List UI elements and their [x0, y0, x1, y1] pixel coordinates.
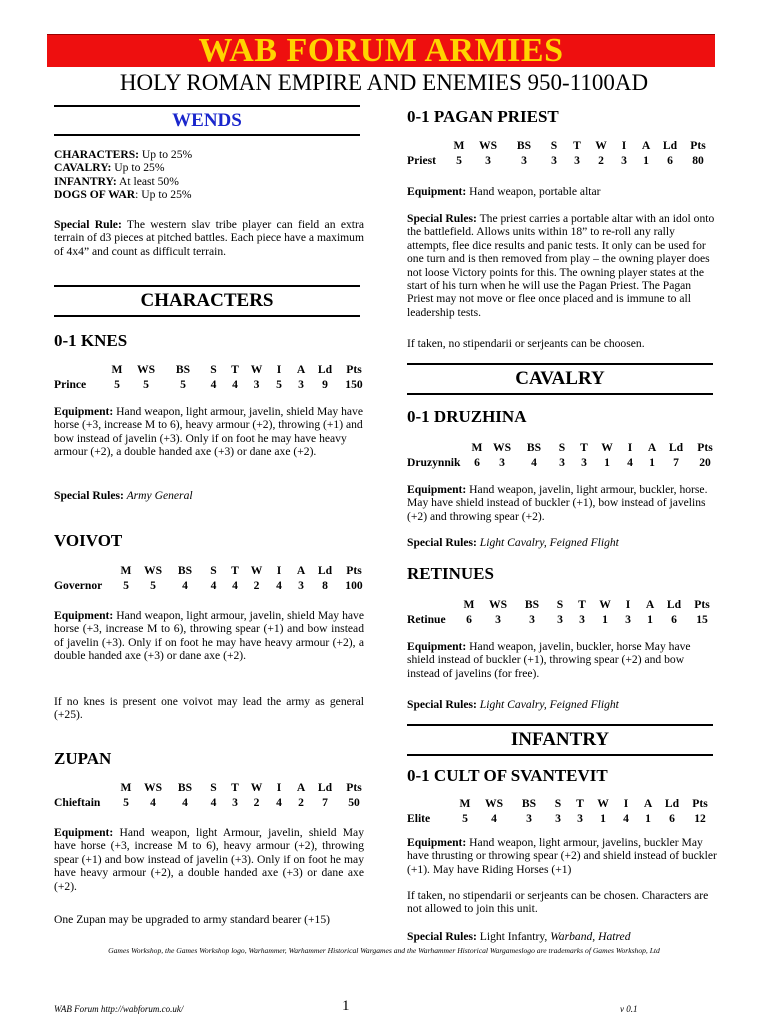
retinues-heading: RETINUES — [407, 564, 494, 583]
stat-header-row: M WS BS S T W I A Ld Pts — [463, 598, 710, 611]
document-title: WAB FORUM ARMIES — [198, 32, 564, 69]
voivot-stat-table — [54, 563, 370, 593]
trademark-notice: Games Workshop, the Games Workshop logo, Warhammer, Warhammer Historical Wargames and the Warhammer Historical Wargameslogo are trademarks of Games Workshop, Ltd — [108, 946, 660, 955]
stat-header-row: M WS BS S T W I A Ld Pts — [471, 441, 713, 454]
knes-equipment: Equipment: Hand weapon, light armour, javelin, shield May have horse (+3, increase M to 6), heavy armour (+2), throwing (+1) and bow instead of javelin (+3). Only if on foot he may have heavy armour (+2), a double handed axe (+3) or dane axe (+2). — [54, 405, 363, 459]
stat-row: Prince 5 5 5 4 4 3 5 3 9 150 — [54, 378, 363, 391]
zupan-stat-table — [54, 780, 370, 810]
voivot-equipment: Equipment: Hand weapon, light armour, javelin, shield May have horse (+3, increase M to 6), throwing spear (+1) and bow instead of javelin (+3). Only if on foot he may have heavy armour (+2), a double handed axe (+3) or dane axe (+2). — [54, 609, 364, 663]
army-special-rule: Special Rule: The western slav tribe player can field an extra terrain of d3 pieces at pitched battles. Each piece have a maximum of 4x4” and count as difficult terrain. — [54, 218, 365, 258]
knes-stat-table — [54, 362, 370, 392]
characters-heading: CHARACTERS — [54, 285, 360, 317]
druzhina-stat-table — [407, 440, 721, 470]
pagan-priest-note: If taken, no stipendarii or serjeants can be choosen. — [407, 337, 645, 350]
army-name-heading: WENDS — [54, 105, 360, 136]
cult-of-svantevit-special-rules: Special Rules: Light Infantry, Warband, Hatred — [407, 930, 631, 943]
pagan-priest-special-rules: Special Rules: The priest carries a portable altar with an idol onto the battlefield. Allows units within 18” to re-roll any rally attempts, flee dice results and panic tests. It only can be used for one turn and is then removed from play – the owning player does not loose Victory points for this. The owning player states at the start of his turn when he will use the Pagan Priest. The Pagan Priest may not move or flee once placed and is immune to all leadership tests. — [407, 212, 715, 319]
zupan-equipment: Equipment: Hand weapon, light Armour, javelin, shield May have horse (+3, increase M to 6), heavy armour (+2), throwing spear (+1) and bow instead of javelin (+3). Only if on foot he may have heavy armour (+2), a double handed axe (+3) or dane axe (+2). — [54, 826, 364, 893]
army-composition — [54, 148, 360, 202]
retinues-stat-table — [407, 597, 717, 627]
knes-heading: 0-1 KNES — [54, 331, 128, 350]
knes-special-rules: Special Rules: Army General — [54, 489, 193, 502]
composition-characters: CHARACTERS: Up to 25% — [54, 148, 193, 161]
druzhina-equipment: Equipment: Hand weapon, javelin, light armour, buckler, horse. May have shield instead of buckler (+1), bow instead of javelins (+2) and throwing spear (+2). — [407, 483, 708, 523]
composition-infantry: INFANTRY: At least 50% — [54, 174, 179, 188]
version-label: v 0.1 — [620, 1004, 638, 1014]
footer-site: WAB Forum http://wabforum.co.uk/ — [54, 1004, 184, 1014]
druzhina-heading: 0-1 DRUZHINA — [407, 407, 527, 426]
stat-row: Elite 5 4 3 3 3 1 4 1 6 12 — [407, 812, 706, 825]
document-subtitle: HOLY ROMAN EMPIRE AND ENEMIES 950-1100AD — [119, 70, 649, 95]
composition-dogs-of-war: DOGS OF WAR: Up to 25% — [54, 188, 192, 202]
stat-row: Retinue 6 3 3 3 3 1 3 1 6 15 — [407, 613, 708, 626]
stat-row: Chieftain 5 4 4 4 3 2 4 2 7 50 — [54, 796, 360, 809]
zupan-heading: ZUPAN — [54, 749, 112, 768]
retinues-special-rules: Special Rules: Light Cavalry, Feigned Flight — [407, 698, 619, 711]
cult-of-svantevit-stat-table — [407, 796, 715, 826]
stat-row: Druzynnik 6 3 4 3 3 1 4 1 7 20 — [407, 456, 711, 469]
cult-of-svantevit-note: If taken, no stipendarii or serjeants can be chosen. Characters are not allowed to join this unit. — [407, 889, 709, 916]
pagan-priest-equipment: Equipment: Hand weapon, portable altar — [407, 185, 601, 198]
retinues-equipment: Equipment: Hand weapon, javelin, buckler, horse May have shield instead of buckler (+1), throwing spear (+2) and bow instead of javelins (for free). — [407, 640, 691, 680]
pagan-priest-stat-table — [407, 138, 713, 168]
cavalry-heading: CAVALRY — [407, 363, 713, 395]
stat-header-row: M WS BS S T W I A Ld Pts — [459, 797, 708, 810]
stat-header-row: M WS BS S T W I A Ld Pts — [120, 564, 362, 577]
stat-header-row: M WS BS S T W I A Ld Pts — [120, 781, 362, 794]
voivot-note: If no knes is present one voivot may lead the army as general (+25). — [54, 695, 364, 722]
stat-row: Priest 5 3 3 3 3 2 3 1 6 80 — [407, 154, 704, 167]
page-number: 1 — [342, 998, 350, 1014]
stat-row: Governor 5 5 4 4 4 2 4 3 8 100 — [54, 579, 363, 592]
druzhina-special-rules: Special Rules: Light Cavalry, Feigned Flight — [407, 536, 619, 549]
zupan-note: One Zupan may be upgraded to army standard bearer (+15) — [54, 913, 330, 926]
cult-of-svantevit-heading: 0-1 CULT OF SVANTEVIT — [407, 766, 608, 785]
stat-header-row: M WS BS S T W I A Ld Pts — [111, 363, 362, 376]
composition-cavalry: CAVALRY: Up to 25% — [54, 161, 165, 175]
pagan-priest-heading: 0-1 PAGAN PRIEST — [407, 107, 559, 126]
stat-header-row: M WS BS S T W I A Ld Pts — [453, 139, 706, 152]
title-banner — [47, 34, 715, 67]
voivot-heading: VOIVOT — [54, 531, 123, 550]
infantry-heading: INFANTRY — [407, 724, 713, 756]
cult-of-svantevit-equipment: Equipment: Hand weapon, light armour, javelins, buckler May have thrusting or throwing spear (+2) and shield instead of buckler (+1). May have Riding Horses (+1) — [407, 836, 717, 876]
